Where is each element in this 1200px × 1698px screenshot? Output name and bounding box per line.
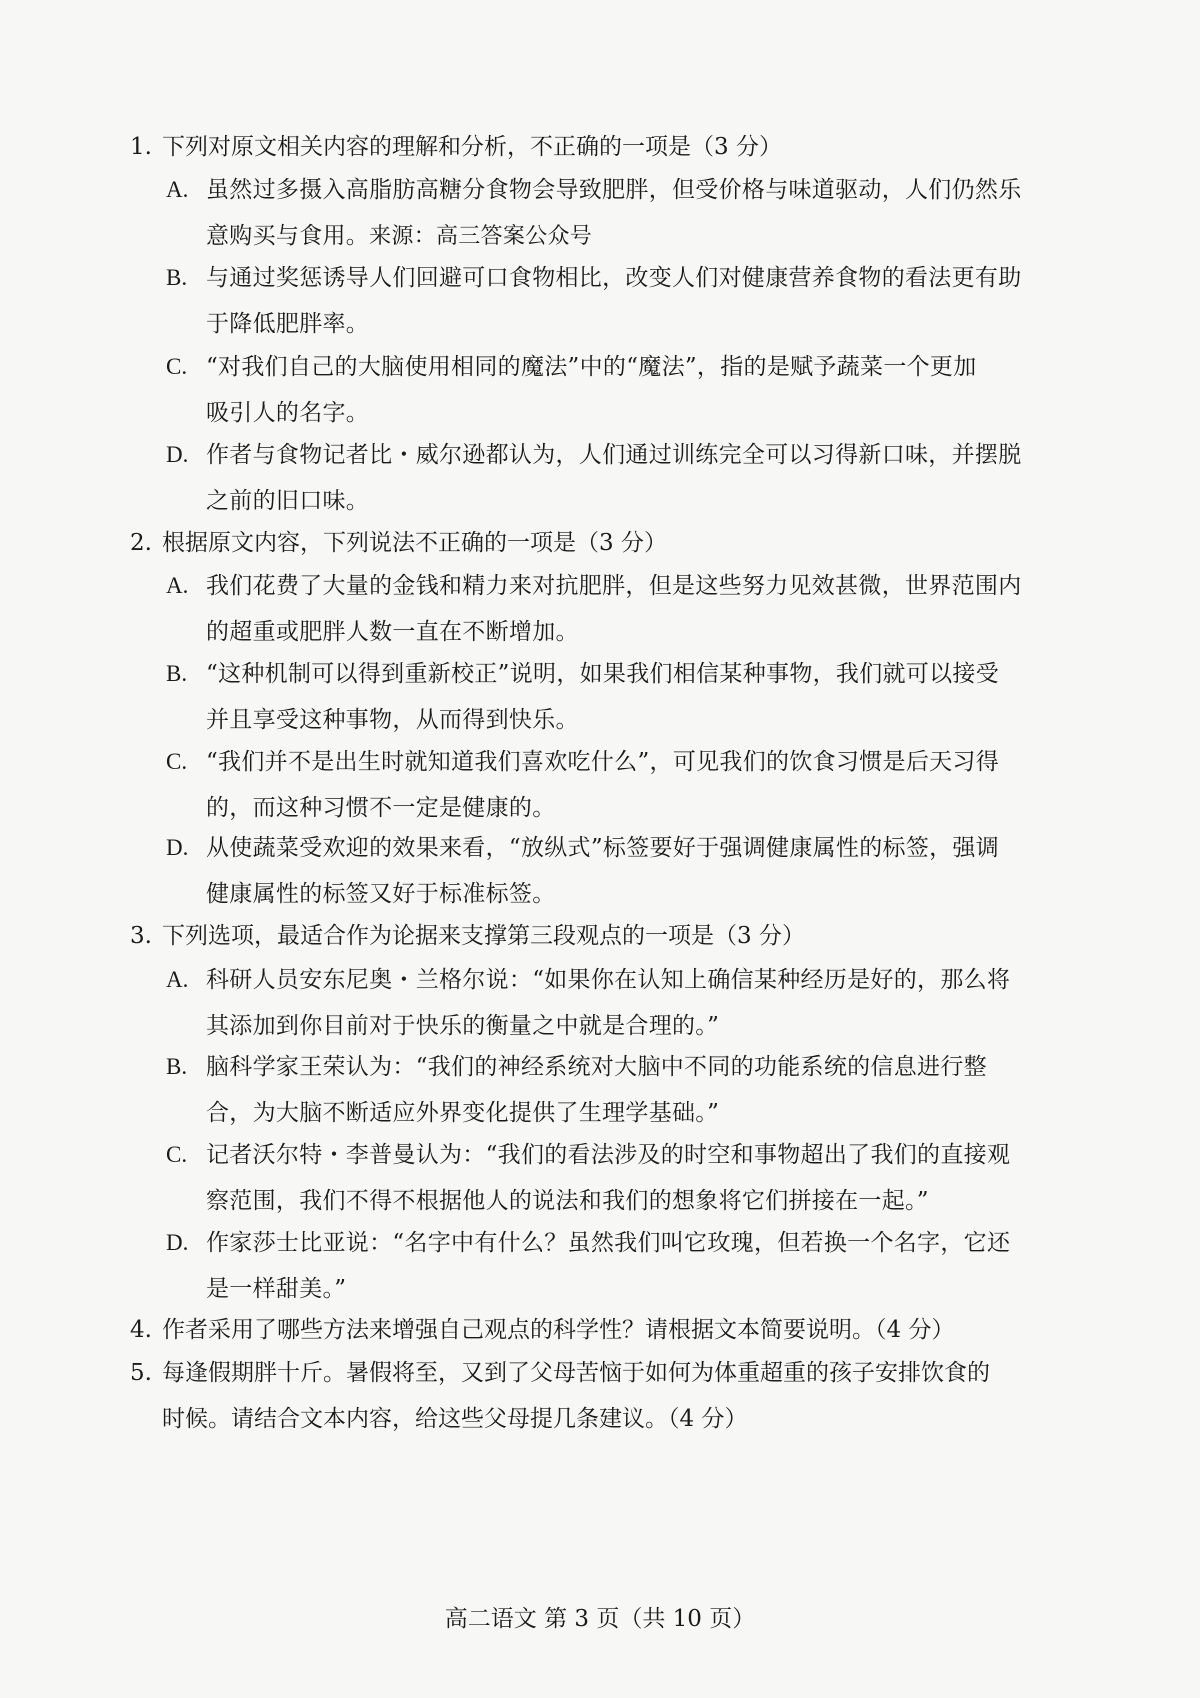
option-line-1: 脑科学家王荣认为：“我们的神经系统对大脑中不同的功能系统的信息进行整 <box>206 1054 987 1080</box>
question-2-stem <box>130 529 1080 557</box>
option-line-1: 虽然过多摄入高脂肪高糖分食物会导致肥胖，但受价格与味道驱动，人们仍然乐 <box>206 177 1022 203</box>
question-3-stem <box>130 922 1080 950</box>
question-number: 1. <box>130 134 152 160</box>
option-line-1: 记者沃尔特・李普曼认为：“我们的看法涉及的时空和事物超出了我们的直接观 <box>206 1142 1011 1168</box>
option-line-1: 我们花费了大量的金钱和精力来对抗肥胖，但是这些努力见效甚微，世界范围内 <box>206 573 1022 599</box>
option-line-1: 作家莎士比亚说：“名字中有什么？虽然我们叫它玫瑰，但若换一个名字，它还 <box>206 1230 1011 1256</box>
option-line-2: 察范围，我们不得不根据他人的说法和我们的想象将它们拼接在一起。” <box>206 1188 929 1214</box>
option-line-1: “这种机制可以得到重新校正”说明，如果我们相信某种事物，我们就可以接受 <box>206 661 1000 687</box>
question-text: 下列选项，最适合作为论据来支撑第三段观点的一项是（3 分） <box>162 923 805 949</box>
option-line-2: 是一样甜美。” <box>206 1276 347 1302</box>
question-text-line-2: 时候。请结合文本内容，给这些父母提几条建议。（4 分） <box>162 1406 748 1432</box>
question-number: 3. <box>130 923 152 949</box>
option-letter: D. <box>166 835 189 860</box>
option-line-2: 之前的旧口味。 <box>206 488 370 514</box>
option-line-1: 与通过奖惩诱导人们回避可口食物相比，改变人们对健康营养食物的看法更有助 <box>206 265 1022 291</box>
question-number: 2. <box>130 530 152 556</box>
option-letter: A. <box>166 967 189 992</box>
option-line-1: 科研人员安东尼奥・兰格尔说：“如果你在认知上确信某种经历是好的，那么将 <box>206 967 1011 993</box>
question-text: 作者采用了哪些方法来增强自己观点的科学性？请根据文本简要说明。（4 分） <box>162 1317 955 1343</box>
question-text: 根据原文内容，下列说法不正确的一项是（3 分） <box>162 530 667 556</box>
option-letter: A. <box>166 573 189 598</box>
option-letter: B. <box>166 265 188 290</box>
option-letter: B. <box>166 1054 188 1079</box>
option-letter: C. <box>166 354 188 379</box>
option-letter: D. <box>166 442 189 467</box>
option-line-2: 其添加到你目前对于快乐的衡量之中就是合理的。” <box>206 1013 720 1039</box>
question-number: 4. <box>130 1317 152 1343</box>
question-number: 5. <box>130 1360 152 1386</box>
question-text: 每逢假期胖十斤。暑假将至，又到了父母苦恼于如何为体重超重的孩子安排饮食的 <box>162 1360 990 1386</box>
option-line-2: 的超重或肥胖人数一直在不断增加。 <box>206 619 579 645</box>
option-line-1: “我们并不是出生时就知道我们喜欢吃什么”，可见我们的饮食习惯是后天习得 <box>206 749 1000 775</box>
option-line-2: 的，而这种习惯不一定是健康的。 <box>206 795 556 821</box>
question-5-stem <box>130 1359 1080 1387</box>
option-letter: A. <box>166 177 189 202</box>
option-line-2: 合，为大脑不断适应外界变化提供了生理学基础。” <box>206 1100 720 1126</box>
option-line-1: 作者与食物记者比・威尔逊都认为，人们通过训练完全可以习得新口味，并摆脱 <box>206 442 1022 468</box>
page-footer: 高二语文 第 3 页（共 10 页） <box>444 1606 756 1632</box>
question-5-stem-continued <box>162 1405 1112 1433</box>
option-letter: C. <box>166 749 188 774</box>
source-note: 来源：高三答案公众号 <box>369 224 593 249</box>
option-line-2: 吸引人的名字。 <box>206 400 370 426</box>
question-text: 下列对原文相关内容的理解和分析，不正确的一项是（3 分） <box>162 134 782 160</box>
option-letter: D. <box>166 1230 189 1255</box>
option-line-2: 于降低肥胖率。 <box>206 311 370 337</box>
option-line-2 <box>206 222 592 251</box>
option-line-2-text: 意购买与食用。 <box>206 223 370 249</box>
option-line-2: 健康属性的标签又好于标准标签。 <box>206 881 556 907</box>
option-line-1: “对我们自己的大脑使用相同的魔法”中的“魔法”，指的是赋予蔬菜一个更加 <box>206 354 977 380</box>
question-4-stem <box>130 1316 1080 1344</box>
option-line-1: 从使蔬菜受欢迎的效果来看，“放纵式”标签要好于强调健康属性的标签，强调 <box>206 835 1000 861</box>
option-line-2: 并且享受这种事物，从而得到快乐。 <box>206 707 579 733</box>
option-letter: C. <box>166 1142 188 1167</box>
option-letter: B. <box>166 661 188 686</box>
question-1-stem <box>130 133 1080 161</box>
